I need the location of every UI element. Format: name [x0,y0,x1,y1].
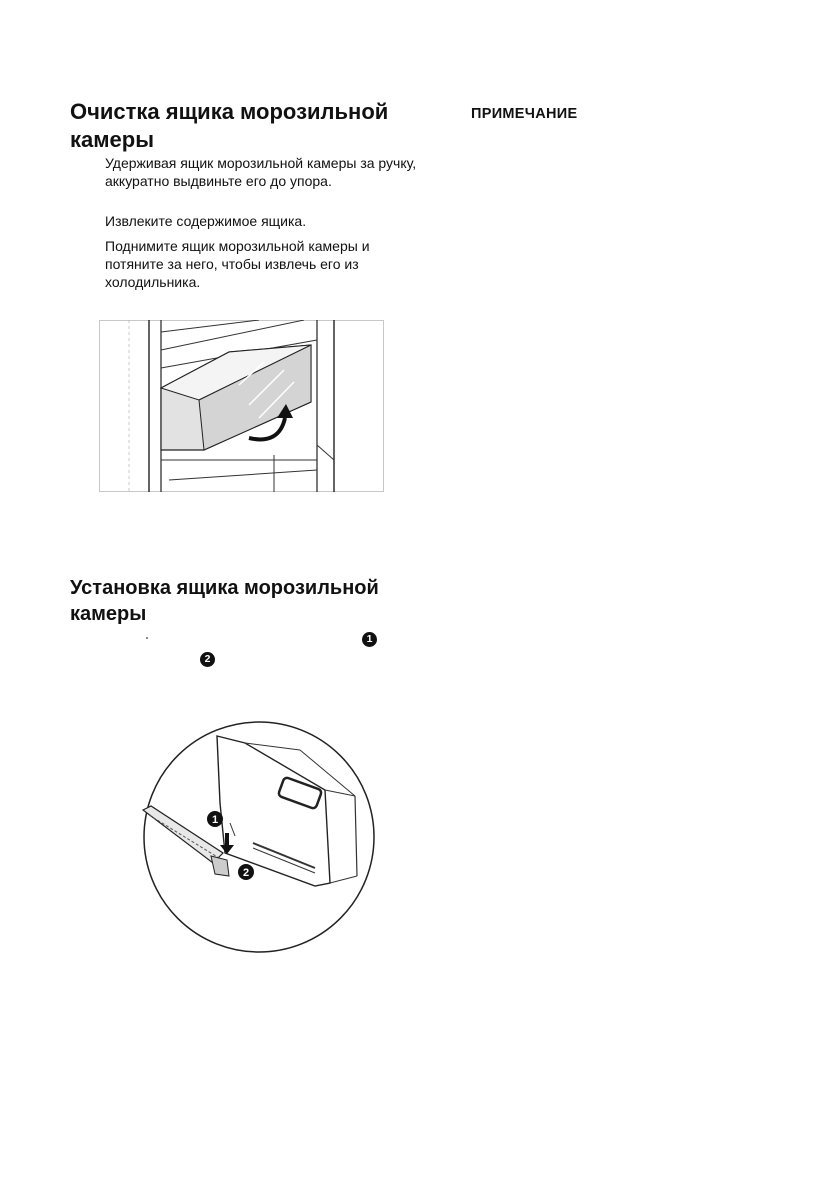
drawer-installation-illustration [135,718,385,956]
cleaning-step-3: Поднимите ящик морозильной камеры и потяните за него, чтобы извлечь его из холодильника. [105,238,370,290]
section-heading-installation: Установка ящика морозильной камеры [70,577,379,625]
bullet-dot [146,637,148,639]
installation-marker-2: 2 [242,867,250,879]
section-heading-cleaning: Очистка ящика морозильной камеры [70,99,389,152]
cleaning-step-1: Удерживая ящик морозильной камеры за ручку, аккуратно выдвиньте его до упора. [105,155,417,189]
installation-marker-1: 1 [211,814,219,826]
note-heading: ПРИМЕЧАНИЕ [471,106,578,122]
step-marker-1: 1 [362,632,377,647]
cleaning-step-2: Извлеките содержимое ящика. [105,213,307,229]
drawer-removal-illustration [99,320,384,492]
step-marker-2: 2 [200,652,215,667]
